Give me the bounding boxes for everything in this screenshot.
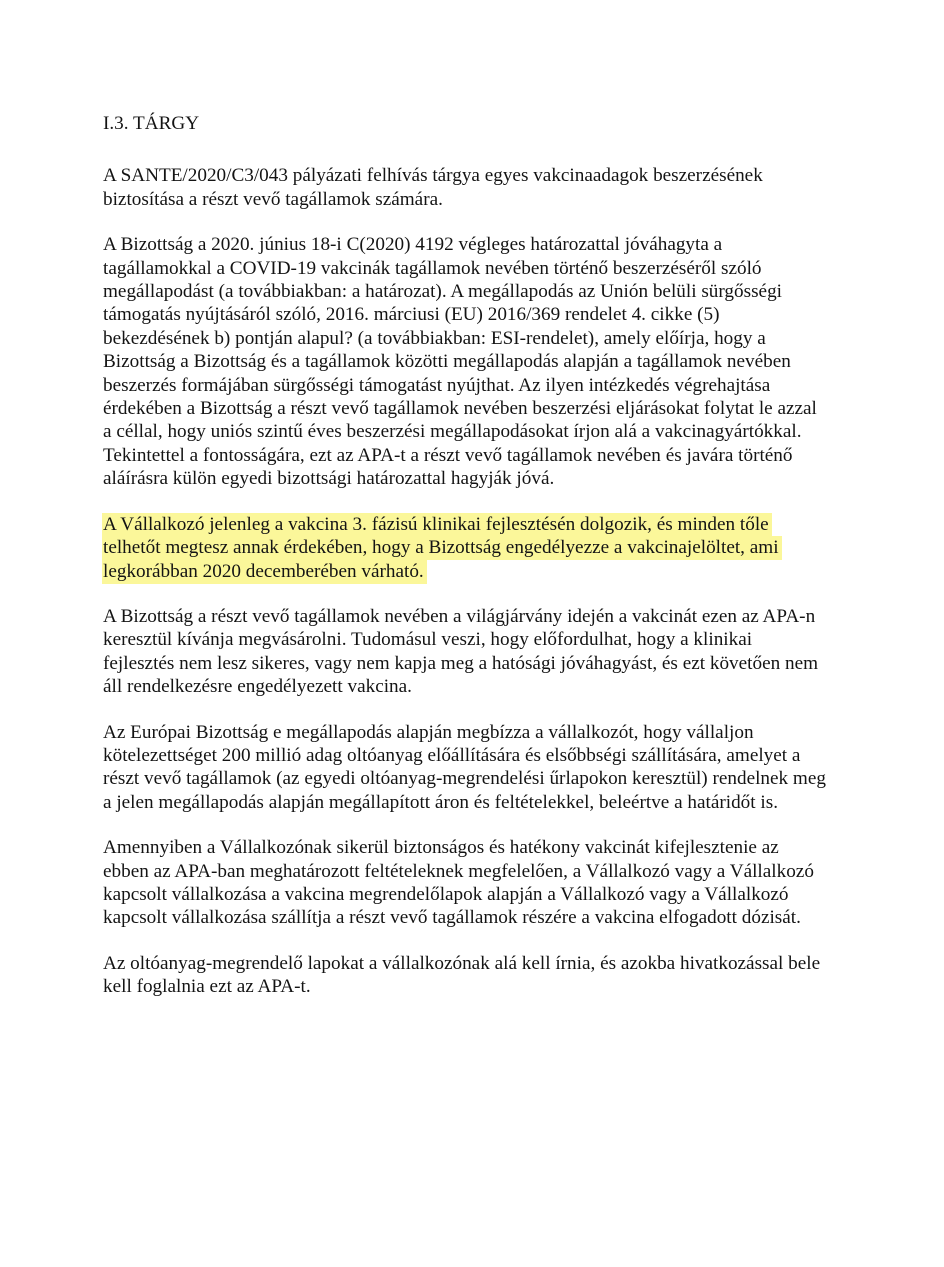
- paragraph-line: a céllal, hogy uniós szintű éves beszerzési megállapodásokat írjon alá a vakcinagyártókkal.: [103, 421, 802, 443]
- highlight-mark: A Vállalkozó jelenleg a vakcina 3. fázisú klinikai fejlesztésén dolgozik, és minden tőle: [102, 514, 772, 535]
- paragraph-line: Tekintettel a fontosságára, ezt az APA-t a részt vevő tagállamok nevében és javára történő: [103, 444, 793, 466]
- paragraph-line: kapcsolt vállalkozása a vakcina megrendelőlapok alapján a Vállalkozó vagy a Vállalkozó: [103, 883, 789, 905]
- paragraph: [103, 952, 903, 999]
- paragraph-line: beszerzés formájában sürgősségi támogatást nyújthat. Az ilyen intézkedés végrehajtása: [103, 374, 771, 396]
- paragraph-line: biztosítása a részt vevő tagállamok számára.: [103, 188, 443, 210]
- paragraph-line: bekezdésének b) pontján alapul? (a továbbiakban: ESI-rendelet), amely előírja, hogy a: [103, 327, 766, 349]
- paragraph-line: Az Európai Bizottság e megállapodás alapján megbízza a vállalkozót, hogy vállaljon: [103, 721, 754, 743]
- paragraph-line: [103, 560, 903, 583]
- paragraph: [103, 836, 903, 930]
- paragraph-line: A Bizottság a 2020. június 18-i C(2020) 4192 végleges határozattal jóváhagyta a: [103, 234, 723, 256]
- paragraph-line: Bizottság a Bizottság és a tagállamok közötti megállapodás alapján a tagállamok nevében: [103, 351, 791, 373]
- paragraph-line: aláírásra külön egyedi bizottsági határozattal hagyják jóvá.: [103, 468, 555, 490]
- paragraph-line: [103, 513, 903, 536]
- paragraph: [103, 605, 903, 699]
- paragraph-line: [103, 536, 903, 559]
- paragraph-line: támogatás nyújtásáról szóló, 2016. márciusi (EU) 2016/369 rendelet 4. cikke (5): [103, 304, 720, 326]
- document-body: [103, 112, 903, 1021]
- paragraph-line: fejlesztés nem lesz sikeres, vagy nem kapja meg a hatósági jóváhagyást, és ezt követően nem: [103, 652, 819, 674]
- section-heading: I.3. TÁRGY: [103, 113, 200, 134]
- paragraph-list: [103, 164, 903, 998]
- highlight-mark: telhetőt megtesz annak érdekében, hogy a Bizottság engedélyezze a vakcinajelöltet, ami: [102, 537, 782, 558]
- paragraph-line: a jelen megállapodás alapján megállapított áron és feltételekkel, beleértve a határidőt is.: [103, 791, 779, 813]
- paragraph-line: tagállamokkal a COVID-19 vakcinák tagállamok nevében történő beszerzéséről szóló: [103, 257, 762, 279]
- paragraph-line: Amennyiben a Vállalkozónak sikerül biztonságos és hatékony vakcinát kifejlesztenie az: [103, 837, 779, 859]
- paragraph-line: Az oltóanyag-megrendelő lapokat a vállalkozónak alá kell írnia, és azokba hivatkozással bele: [103, 952, 821, 974]
- highlighted-paragraph: [103, 513, 903, 583]
- paragraph-line: kötelezettséget 200 millió adag oltóanyag előállítására és elsőbbségi szállítására, amelyet a: [103, 744, 801, 766]
- paragraph-line: A SANTE/2020/C3/043 pályázati felhívás tárgya egyes vakcinaadagok beszerzésének: [103, 165, 763, 187]
- paragraph: [103, 164, 903, 211]
- paragraph: [103, 721, 903, 815]
- highlight-mark: legkorábban 2020 decemberében várható.: [102, 561, 427, 582]
- paragraph: [103, 233, 903, 490]
- paragraph-line: ebben az APA-ban meghatározott feltételeknek megfelelően, a Vállalkozó vagy a Vállalkozó: [103, 860, 814, 882]
- paragraph-line: kapcsolt vállalkozása szállítja a részt vevő tagállamok részére a vakcina elfogadott dózisát.: [103, 907, 801, 929]
- paragraph-line: A Bizottság a részt vevő tagállamok nevében a világjárvány idején a vakcinát ezen az APA-n: [103, 605, 816, 627]
- paragraph-line: áll rendelkezésre engedélyezett vakcina.: [103, 676, 412, 698]
- paragraph-line: keresztül kívánja megvásárolni. Tudomásul veszi, hogy előfordulhat, hogy a klinikai: [103, 629, 753, 651]
- paragraph-line: megállapodást (a továbbiakban: a határozat). A megállapodás az Unión belüli sürgősségi: [103, 281, 782, 303]
- paragraph-line: kell foglalnia ezt az APA-t.: [103, 976, 311, 998]
- paragraph-line: érdekében a Bizottság a részt vevő tagállamok nevében beszerzési eljárásokat folytat le azzal: [103, 398, 817, 420]
- paragraph-line: részt vevő tagállamok (az egyedi oltóanyag-megrendelési űrlapokon keresztül) rendelnek meg: [103, 768, 826, 790]
